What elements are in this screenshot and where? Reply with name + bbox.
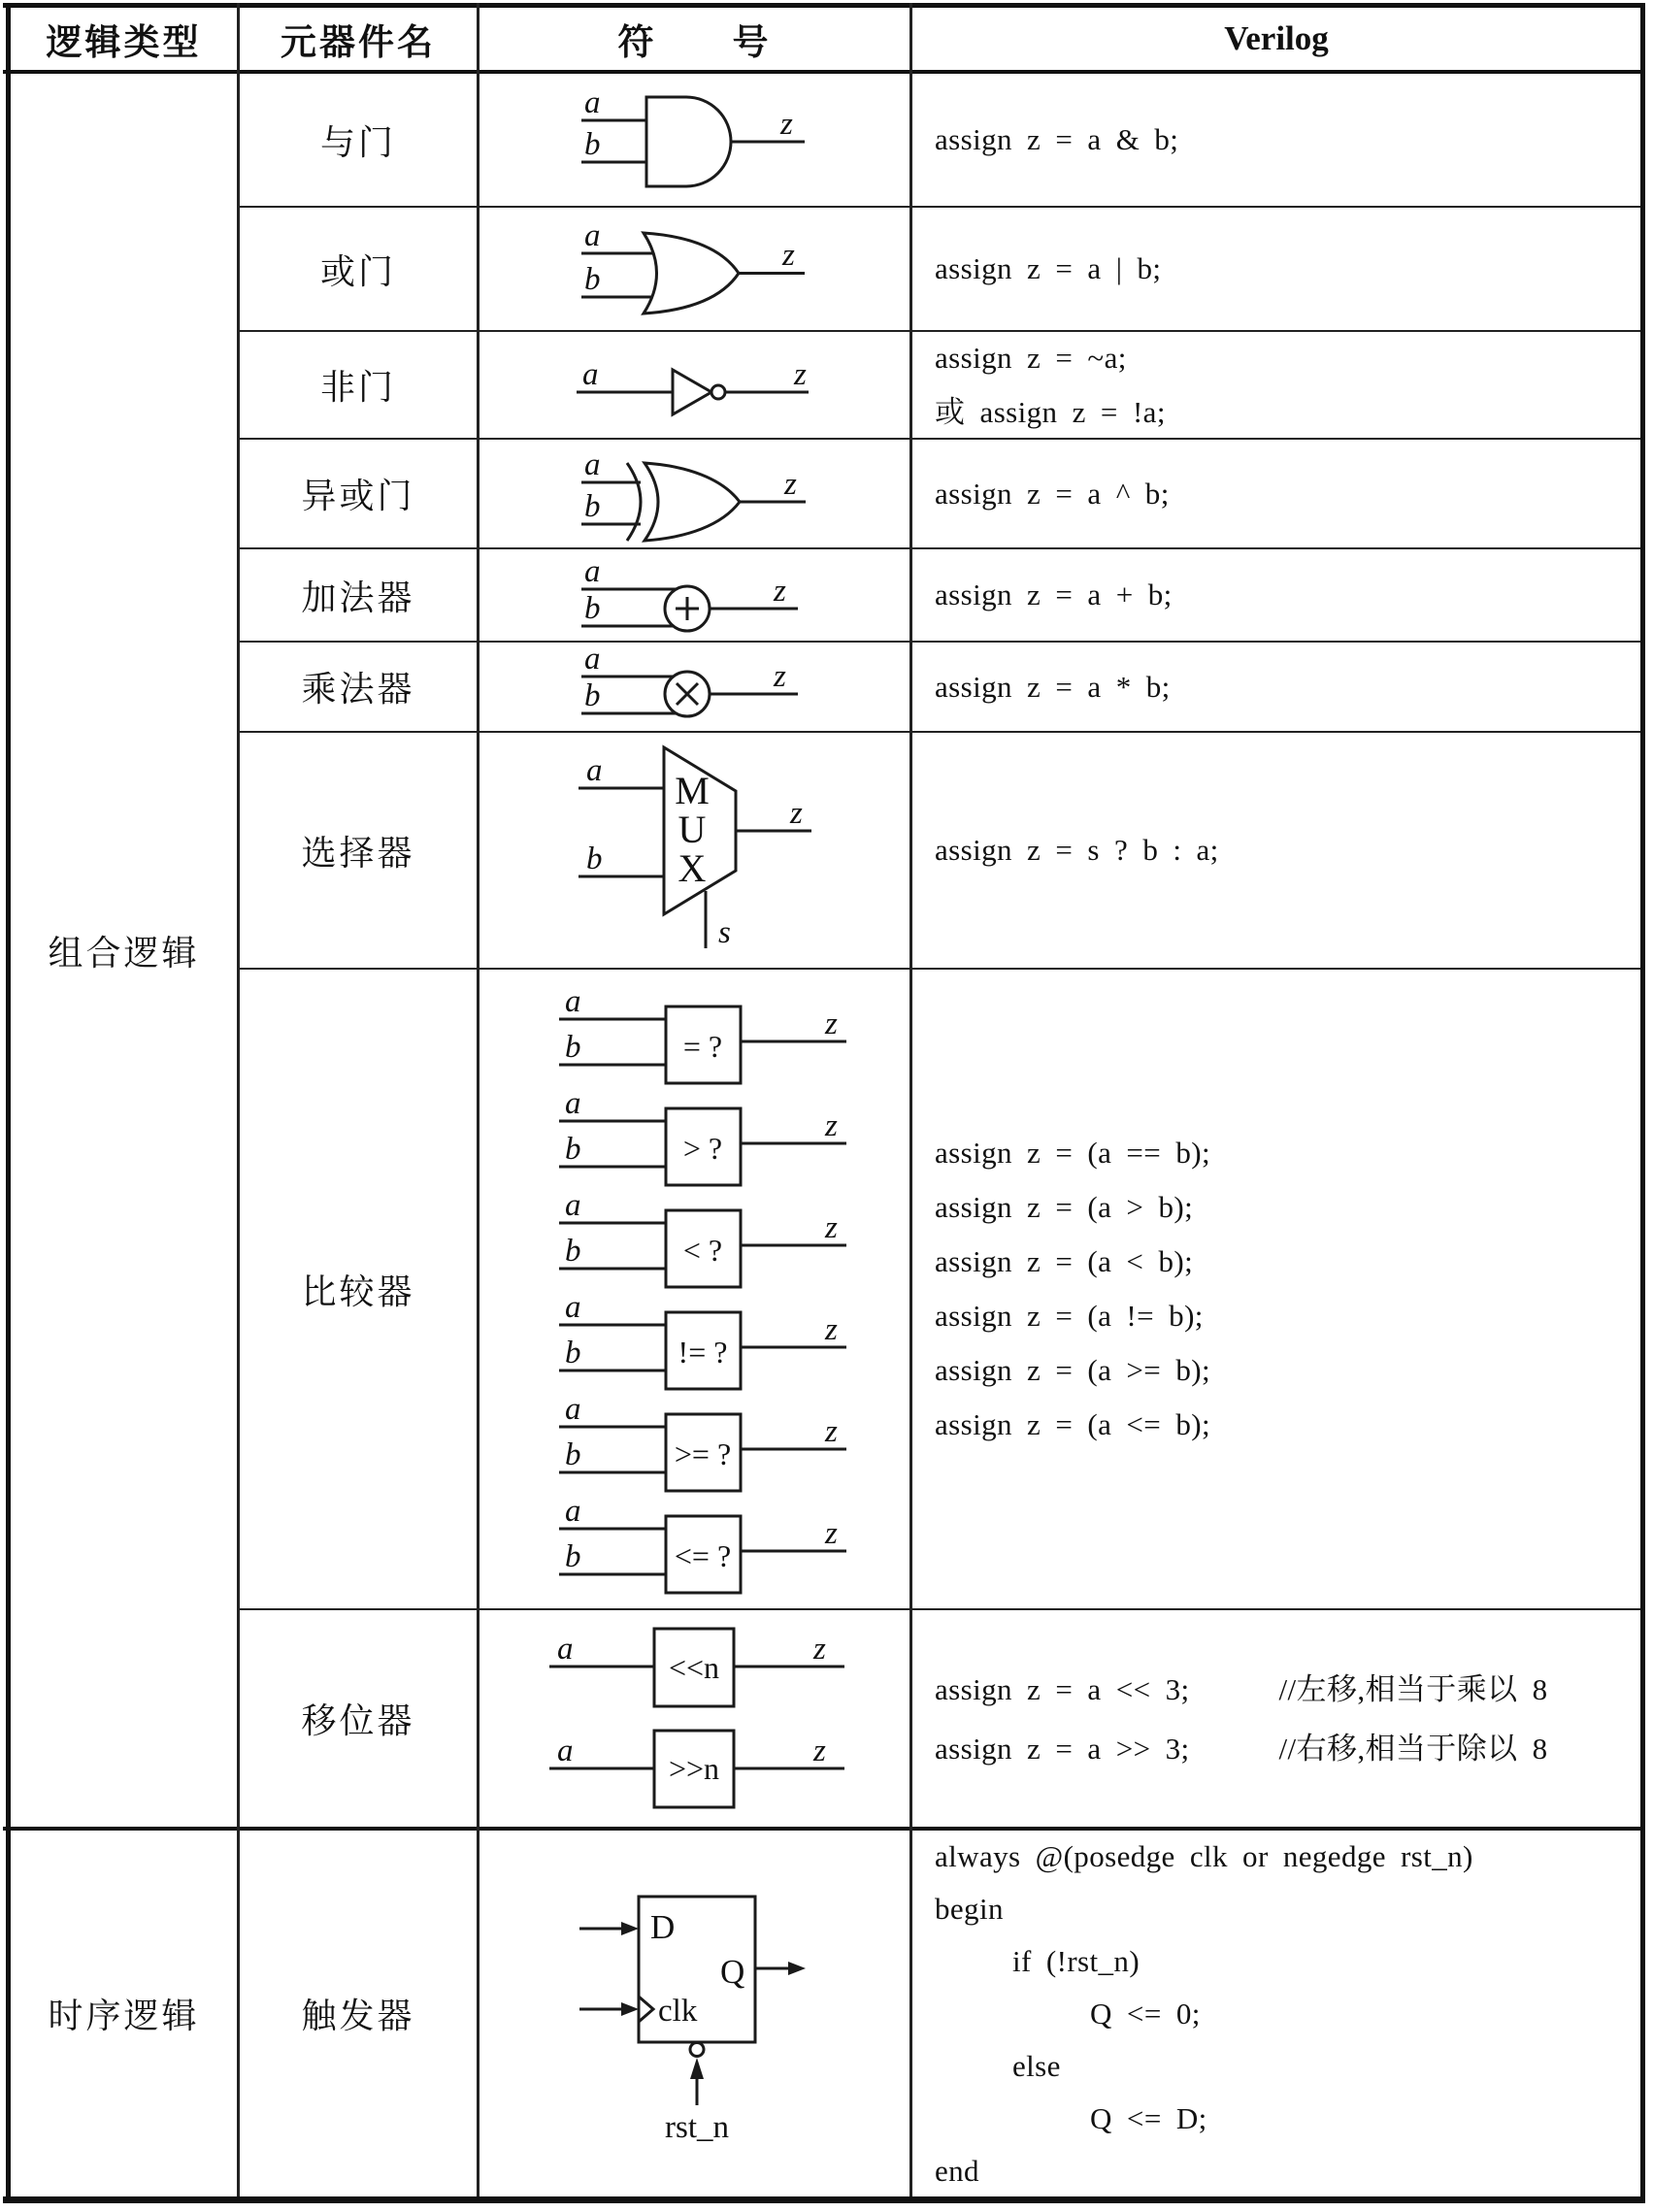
shifter-symbols [479, 1610, 909, 1827]
verilog-cell-and-gate [912, 74, 1640, 206]
label-b: b [584, 489, 601, 524]
label-b: b [584, 678, 601, 713]
comparator-symbols [479, 970, 909, 1608]
verilog-line: assign z = a | b; [935, 251, 1162, 285]
verilog-cell-xor-gate [912, 440, 1640, 547]
label-z: z [825, 1414, 838, 1449]
comparator-op-gt: > ? [682, 1131, 723, 1166]
verilog-line: assign z = (a == b); [935, 1136, 1210, 1170]
label-a: a [584, 447, 601, 482]
verilog-line: begin [935, 1891, 1004, 1926]
label-z: z [825, 1312, 838, 1347]
reset-arrowhead [690, 2058, 704, 2079]
mux-letter-x: X [678, 846, 707, 890]
component-name-or-gate [240, 208, 477, 330]
verilog-line [935, 1660, 1548, 1719]
label-a: a [557, 1632, 574, 1667]
label-b: b [584, 591, 601, 626]
label-rst-n: rst_n [665, 2110, 729, 2145]
symbol-cell-and-gate [479, 74, 909, 206]
verilog-cell-mux [912, 733, 1640, 968]
mux-letter-u: U [678, 808, 707, 851]
label-a: a [565, 1188, 581, 1223]
mux-symbol [479, 733, 909, 968]
comparator-op-ge: >= ? [674, 1436, 732, 1471]
label-a: a [565, 1086, 581, 1121]
label-a: a [584, 643, 601, 677]
label-b: b [584, 127, 601, 162]
and-gate-body [646, 97, 731, 186]
table-border-bottom [3, 2196, 1645, 2203]
mux-name: 选择器 [301, 833, 415, 873]
label-a: a [586, 753, 603, 788]
verilog-line: assign z = (a != b); [935, 1299, 1204, 1333]
mux-letter-m: M [675, 769, 710, 812]
shift-left-comment: //左移,相当于乘以 8 [1278, 1671, 1548, 1706]
label-d: D [650, 1908, 676, 1946]
label-z: z [794, 357, 807, 392]
label-z: z [813, 1733, 826, 1768]
shift-right-code: assign z = a >> 3; [935, 1731, 1190, 1766]
section-cell-combinational-logic [11, 74, 237, 1827]
table-border-right [1640, 3, 1645, 2203]
symbol-cell-multiplier [479, 643, 909, 731]
not-gate-name: 非门 [319, 368, 396, 407]
label-z: z [780, 107, 793, 142]
label-z: z [825, 1516, 838, 1551]
and-gate-name: 与门 [319, 122, 396, 162]
label-z: z [784, 467, 797, 502]
verilog-line: Q <= D; [1090, 2100, 1207, 2135]
inverter-bubble [711, 385, 725, 399]
symbol-cell-xor-gate [479, 440, 909, 547]
label-z: z [825, 1108, 838, 1143]
component-name-flipflop [240, 1831, 477, 2196]
label-a: a [584, 218, 601, 253]
sequential-logic-label: 时序逻辑 [48, 1997, 200, 2035]
label-z: z [825, 1007, 838, 1041]
label-a: a [584, 554, 601, 589]
header-cell-component-name [240, 8, 477, 70]
verilog-line: assign z = s ? b : a; [935, 833, 1219, 867]
shift-left-op: <<n [668, 1650, 720, 1685]
header-symbol-char1: 符 [617, 22, 657, 62]
label-q: Q [720, 1953, 745, 1991]
label-a: a [557, 1733, 574, 1768]
and-gate-symbol [479, 74, 909, 206]
label-s: s [718, 915, 731, 950]
component-name-shifter [240, 1610, 477, 1827]
verilog-line: Q <= 0; [1090, 1996, 1201, 2030]
component-name-not-gate [240, 332, 477, 438]
verilog-line: assign z = (a < b); [935, 1244, 1194, 1278]
verilog-line: assign z = a * b; [935, 669, 1171, 704]
symbol-cell-shifter [479, 1610, 909, 1827]
component-name-adder [240, 549, 477, 641]
shifter-name: 移位器 [301, 1701, 415, 1740]
verilog-line: assign z = a & b; [935, 122, 1179, 156]
verilog-line: assign z = a + b; [935, 578, 1173, 611]
label-b: b [565, 1132, 581, 1167]
verilog-line: assign z = a ^ b; [935, 476, 1170, 511]
verilog-line: assign z = (a <= b); [935, 1407, 1210, 1441]
label-a: a [565, 1494, 581, 1529]
verilog-line: always @(posedge clk or negedge rst_n) [935, 1838, 1473, 1873]
not-gate-symbol [479, 332, 909, 438]
verilog-cell-adder [912, 549, 1640, 641]
symbol-cell-flipflop [479, 1831, 909, 2196]
or-gate-symbol [479, 208, 909, 330]
reset-bubble [690, 2043, 704, 2057]
verilog-line: else [1012, 2048, 1061, 2083]
label-b: b [565, 1539, 581, 1574]
verilog-line: if (!rst_n) [1012, 1943, 1141, 1978]
header-symbol-char2: 号 [732, 22, 772, 62]
d-input-arrowhead [621, 1922, 639, 1935]
symbol-cell-or-gate [479, 208, 909, 330]
label-b: b [565, 1437, 581, 1472]
label-clk: clk [658, 1994, 698, 2029]
adder-symbol [479, 549, 909, 641]
label-a: a [565, 1392, 581, 1427]
label-b: b [584, 262, 601, 297]
multiplier-name: 乘法器 [301, 670, 415, 709]
label-z: z [782, 238, 795, 273]
comparator-op-le: <= ? [674, 1538, 732, 1573]
symbol-cell-not-gate [479, 332, 909, 438]
clk-input-arrowhead [621, 2002, 639, 2016]
component-name-and-gate [240, 74, 477, 206]
verilog-cell-multiplier [912, 643, 1640, 731]
comparator-op-lt: < ? [682, 1233, 723, 1268]
q-output-arrowhead [788, 1962, 806, 1975]
header-logic-type-label: 逻辑类型 [46, 22, 202, 62]
component-name-multiplier [240, 643, 477, 731]
section-cell-sequential-logic [11, 1831, 237, 2196]
verilog-line: assign z = (a >= b); [935, 1353, 1210, 1387]
comparator-op-ne: != ? [678, 1335, 728, 1370]
verilog-cell-shifter [912, 1610, 1640, 1827]
verilog-line: assign z = ~a; [935, 340, 1127, 375]
or-gate-body [644, 233, 739, 314]
label-a: a [584, 85, 601, 120]
adder-name: 加法器 [301, 578, 415, 617]
xor-gate-body [645, 463, 740, 541]
shift-right-comment: //右移,相当于除以 8 [1278, 1731, 1548, 1766]
header-cell-logic-type [11, 8, 237, 70]
verilog-cell-comparator [912, 970, 1640, 1608]
or-gate-name: 或门 [319, 251, 396, 291]
label-a: a [565, 984, 581, 1019]
label-z: z [774, 659, 786, 694]
component-name-mux [240, 733, 477, 968]
verilog-cell-flipflop [912, 1831, 1640, 2196]
xor-extra-arc [627, 463, 641, 541]
label-b: b [586, 842, 603, 876]
combinational-logic-label: 组合逻辑 [48, 933, 200, 973]
verilog-line: 或 assign z = !a; [935, 394, 1166, 429]
xor-gate-name: 异或门 [301, 477, 415, 515]
verilog-line: assign z = (a > b); [935, 1190, 1194, 1224]
symbol-cell-mux [479, 733, 909, 968]
label-b: b [565, 1030, 581, 1065]
comparator-name: 比较器 [301, 1271, 415, 1311]
header-cell-verilog [912, 8, 1640, 70]
symbol-cell-comparator [479, 970, 909, 1608]
label-b: b [565, 1234, 581, 1269]
verilog-line [935, 1719, 1548, 1778]
verilog-line: end [935, 2153, 979, 2188]
d-flipflop-symbol [479, 1831, 909, 2196]
component-name-xor-gate [240, 440, 477, 547]
xor-gate-symbol [479, 440, 909, 547]
shift-left-code: assign z = a << 3; [935, 1671, 1190, 1706]
component-name-comparator [240, 970, 477, 1608]
label-z: z [774, 574, 786, 609]
label-a: a [582, 357, 599, 392]
comparator-op-eq: = ? [682, 1029, 723, 1064]
label-a: a [565, 1290, 581, 1325]
multiplier-symbol [479, 643, 909, 731]
header-verilog-label: Verilog [1224, 19, 1329, 57]
label-b: b [565, 1336, 581, 1370]
symbol-cell-adder [479, 549, 909, 641]
label-z: z [790, 796, 803, 831]
not-gate-triangle [673, 370, 711, 414]
flipflop-name: 触发器 [301, 1997, 415, 2035]
label-z: z [813, 1632, 826, 1667]
verilog-cell-not-gate [912, 332, 1640, 438]
header-component-name-label: 元器件名 [281, 22, 436, 62]
verilog-cell-or-gate [912, 208, 1640, 330]
header-cell-symbol [479, 8, 909, 70]
shift-right-op: >>n [668, 1751, 720, 1786]
label-z: z [825, 1210, 838, 1245]
